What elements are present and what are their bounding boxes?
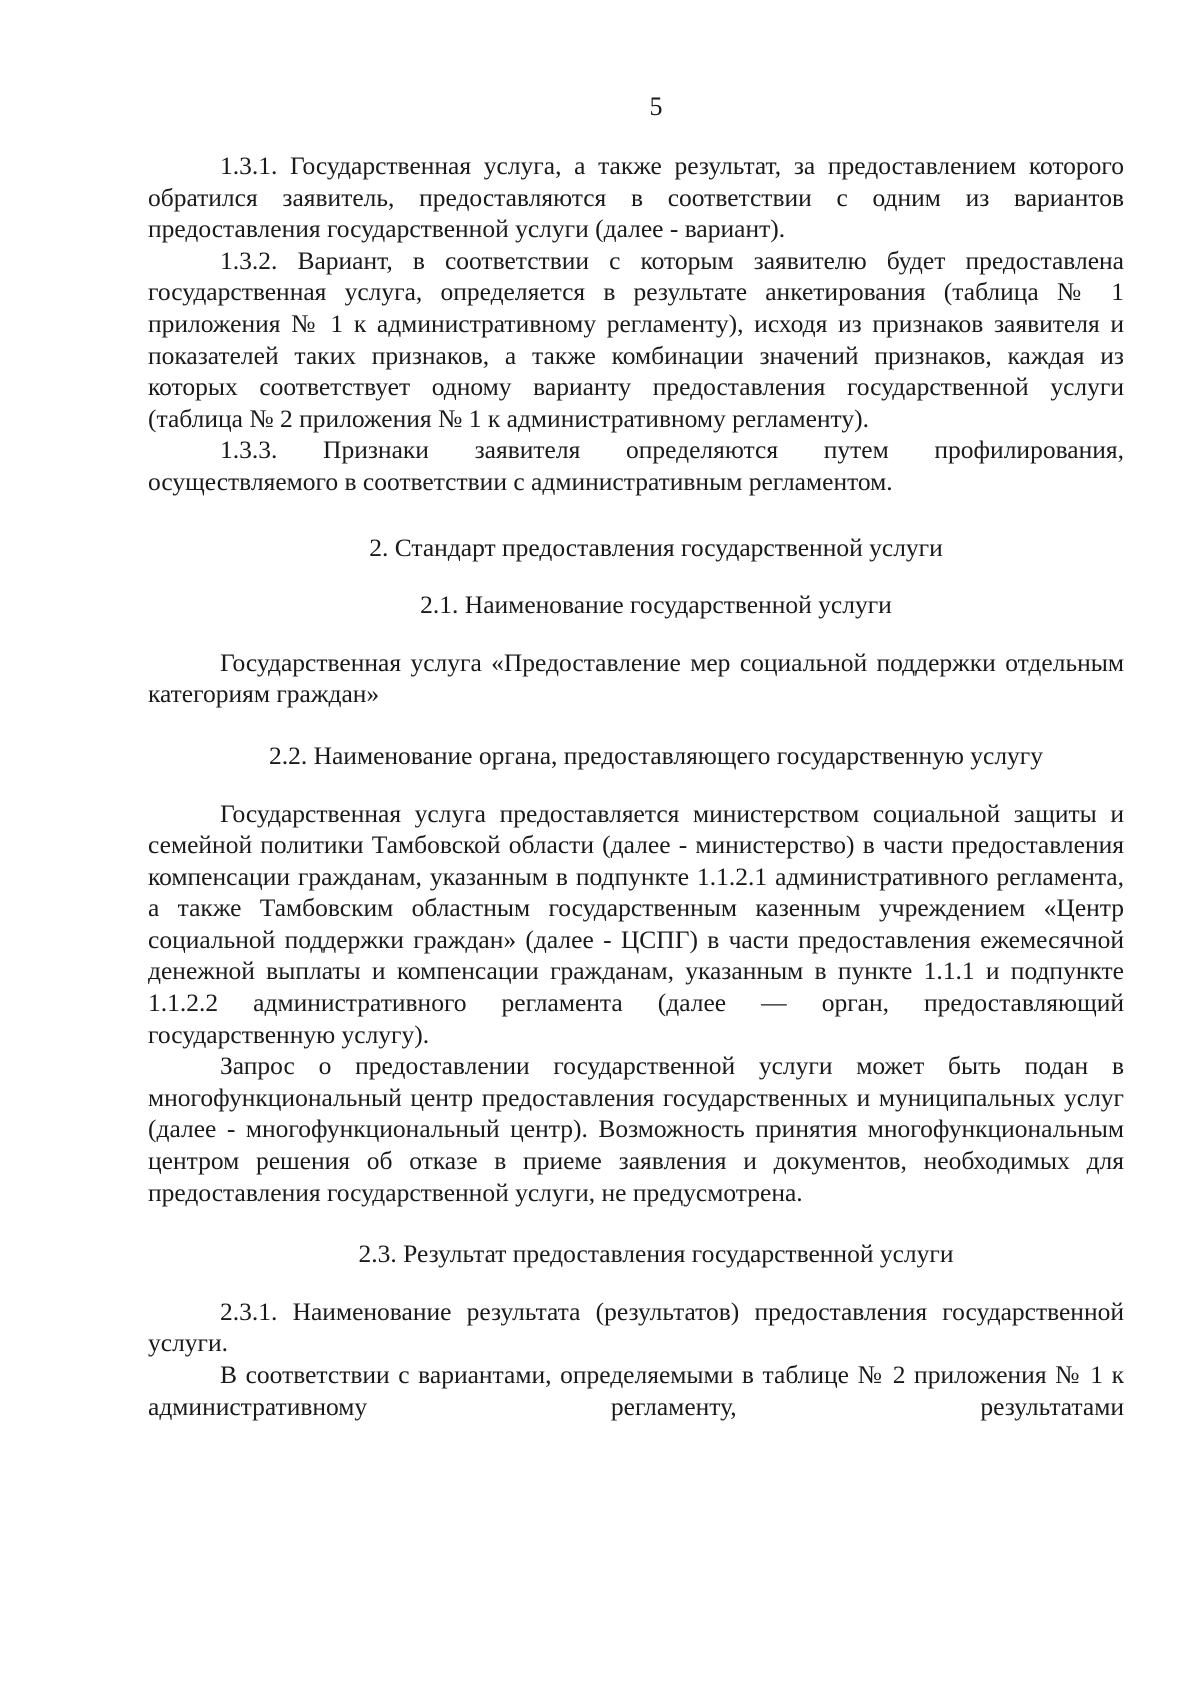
paragraph-1-3-1: 1.3.1. Государственная услуга, а также результат, за предоставлением которого обратился заявитель, предоставляются в соответствии с одним из вариантов предоставления государственной услуги (далее - вариант).	[148, 151, 1124, 244]
section-2-2-paragraph-2: Запрос о предоставлении государственной услуги может быть подан в многофункциональный центр предоставления государственных и муниципальных услуг (далее - многофункциональный центр). Возможность принятия многофункциональным центром решения об отказе в приеме заявления и документов, необходимых для предоставления государственной услуги, не предусмотрена.	[148, 1051, 1124, 1207]
section-2-2-paragraph-1: Государственная услуга предоставляется министерством социальной защиты и семейной политики Тамбовской области (далее - министерство) в части предоставления компенсации гражданам, указанным в подпункте 1.1.2.1 административного регламента, а также Тамбовским областным государственным казенным учреждением «Центр социальной поддержки граждан» (далее - ЦСПГ) в части предоставления ежемесячной денежной выплаты и компенсации гражданам, указанным в пункте 1.1.1 и подпункте 1.1.2.2 административного регламента (далее — орган, предоставляющий государственную услугу).	[148, 798, 1124, 1049]
section-2-1-text: Государственная услуга «Предоставление мер социальной поддержки отдельным категориям граждан»	[148, 647, 1124, 709]
section-2-heading: 2. Стандарт предоставления государственной услуги	[369, 532, 943, 562]
section-2-3-heading: 2.3. Результат предоставления государственной услуги	[358, 1239, 954, 1269]
paragraph-1-3-2: 1.3.2. Вариант, в соответствии с которым заявителю будет предоставлена государственная услуга, определяется в результате анкетирования (таблица № 1 приложения № 1 к административному регламенту), исходя из признаков заявителя и показателей таких признаков, а также комбинации значений признаков, каждая из которых соответствует одному варианту предоставления государственной услуги (таблица № 2 приложения № 1 к административному регламенту).	[148, 245, 1124, 433]
section-2-3-paragraph-1: 2.3.1. Наименование результата (результатов) предоставления государственной услуги.	[148, 1296, 1124, 1358]
paragraph-1-3-3: 1.3.3. Признаки заявителя определяются путем профилирования, осуществляемого в соответствии с административным регламентом.	[148, 435, 1124, 496]
section-2-2-heading: 2.2. Наименование органа, предоставляющего государственную услугу	[268, 740, 1044, 770]
section-2-3-paragraph-2: В соответствии с вариантами, определяемыми в таблице № 2 приложения № 1 к административному регламенту, результатами	[148, 1360, 1124, 1421]
document-page	[148, 92, 1124, 1422]
page-number: 5	[649, 92, 663, 121]
section-2-1-heading: 2.1. Наименование государственной услуги	[420, 590, 892, 620]
